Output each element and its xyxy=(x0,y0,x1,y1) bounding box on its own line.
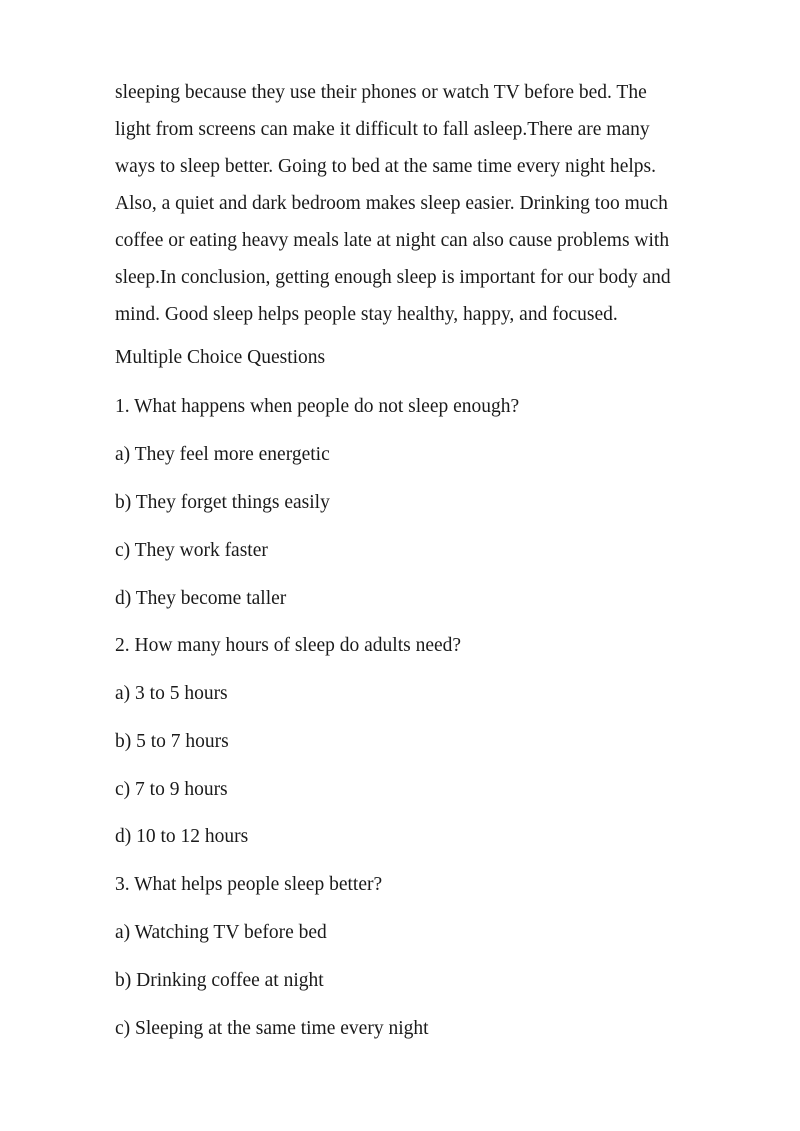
passage-line: Also, a quiet and dark bedroom makes sleep easier. Drinking too much xyxy=(115,193,668,214)
passage-line: coffee or eating heavy meals late at night can also cause problems with xyxy=(115,230,670,251)
question-1-option-c: c) They work faster xyxy=(115,540,268,561)
passage-line: light from screens can make it difficult to fall asleep.There are many xyxy=(115,119,650,140)
question-3-option-b: b) Drinking coffee at night xyxy=(115,970,324,991)
question-1-option-d: d) They become taller xyxy=(115,588,287,609)
passage-line: sleeping because they use their phones or watch TV before bed. The xyxy=(115,82,647,103)
passage-line: sleep.In conclusion, getting enough sleep is important for our body and xyxy=(115,267,671,288)
question-3-option-a: a) Watching TV before bed xyxy=(115,922,327,943)
question-2-prompt: 2. How many hours of sleep do adults need? xyxy=(115,635,462,656)
question-2-option-b: b) 5 to 7 hours xyxy=(115,731,229,752)
question-2-option-d: d) 10 to 12 hours xyxy=(115,826,249,847)
question-1-option-a: a) They feel more energetic xyxy=(115,444,330,465)
section-heading: Multiple Choice Questions xyxy=(115,347,326,368)
passage-line: ways to sleep better. Going to bed at the same time every night helps. xyxy=(115,156,656,177)
reading-passage xyxy=(115,74,735,333)
question-3-option-c: c) Sleeping at the same time every night xyxy=(115,1018,429,1039)
question-3-prompt: 3. What helps people sleep better? xyxy=(115,874,383,895)
question-1-prompt: 1. What happens when people do not sleep enough? xyxy=(115,396,520,417)
question-2-option-c: c) 7 to 9 hours xyxy=(115,779,228,800)
question-2-option-a: a) 3 to 5 hours xyxy=(115,683,228,704)
question-1-option-b: b) They forget things easily xyxy=(115,492,330,513)
passage-line: mind. Good sleep helps people stay healthy, happy, and focused. xyxy=(115,304,618,325)
